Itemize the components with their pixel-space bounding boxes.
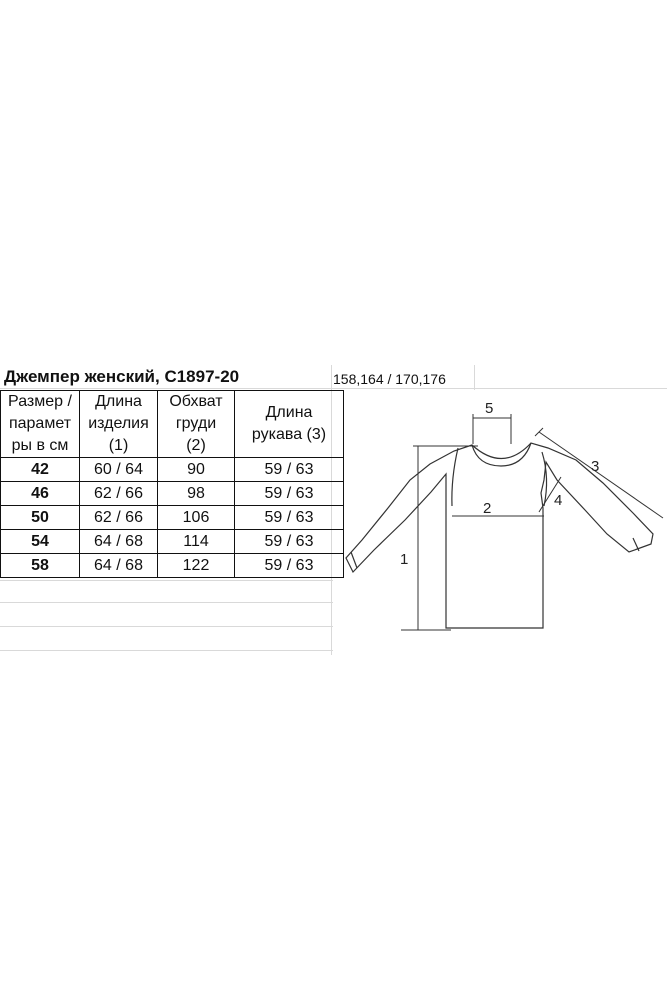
height-range: 158,164 / 170,176 <box>333 371 446 387</box>
header-sleeve: Длина рукава (3) <box>235 391 344 458</box>
measure-label-5: 5 <box>485 400 494 417</box>
size-table <box>0 390 344 578</box>
table-row: 54 64 / 68 114 59 / 63 <box>1 530 344 554</box>
garment-diagram <box>333 388 667 638</box>
table-header-row <box>1 391 344 458</box>
document-title: Джемпер женский, С1897-20 <box>4 367 240 386</box>
cuff-left <box>351 552 357 568</box>
table-row: 46 62 / 66 98 59 / 63 <box>1 482 344 506</box>
header-chest: Обхват груди (2) <box>158 391 235 458</box>
garment-outline <box>346 443 653 628</box>
table-row: 58 64 / 68 122 59 / 63 <box>1 554 344 578</box>
header-size: Размер / парамет ры в см <box>1 391 80 458</box>
table-row: 42 60 / 64 90 59 / 63 <box>1 458 344 482</box>
table-row: 50 62 / 66 106 59 / 63 <box>1 506 344 530</box>
neckline <box>472 443 531 466</box>
header-length: Длина изделия (1) <box>80 391 158 458</box>
measure-label-2: 2 <box>483 500 492 517</box>
measure-label-3: 3 <box>591 458 600 475</box>
armhole-left <box>452 448 458 506</box>
measure-label-4: 4 <box>554 492 563 509</box>
measure-label-1: 1 <box>400 551 409 568</box>
